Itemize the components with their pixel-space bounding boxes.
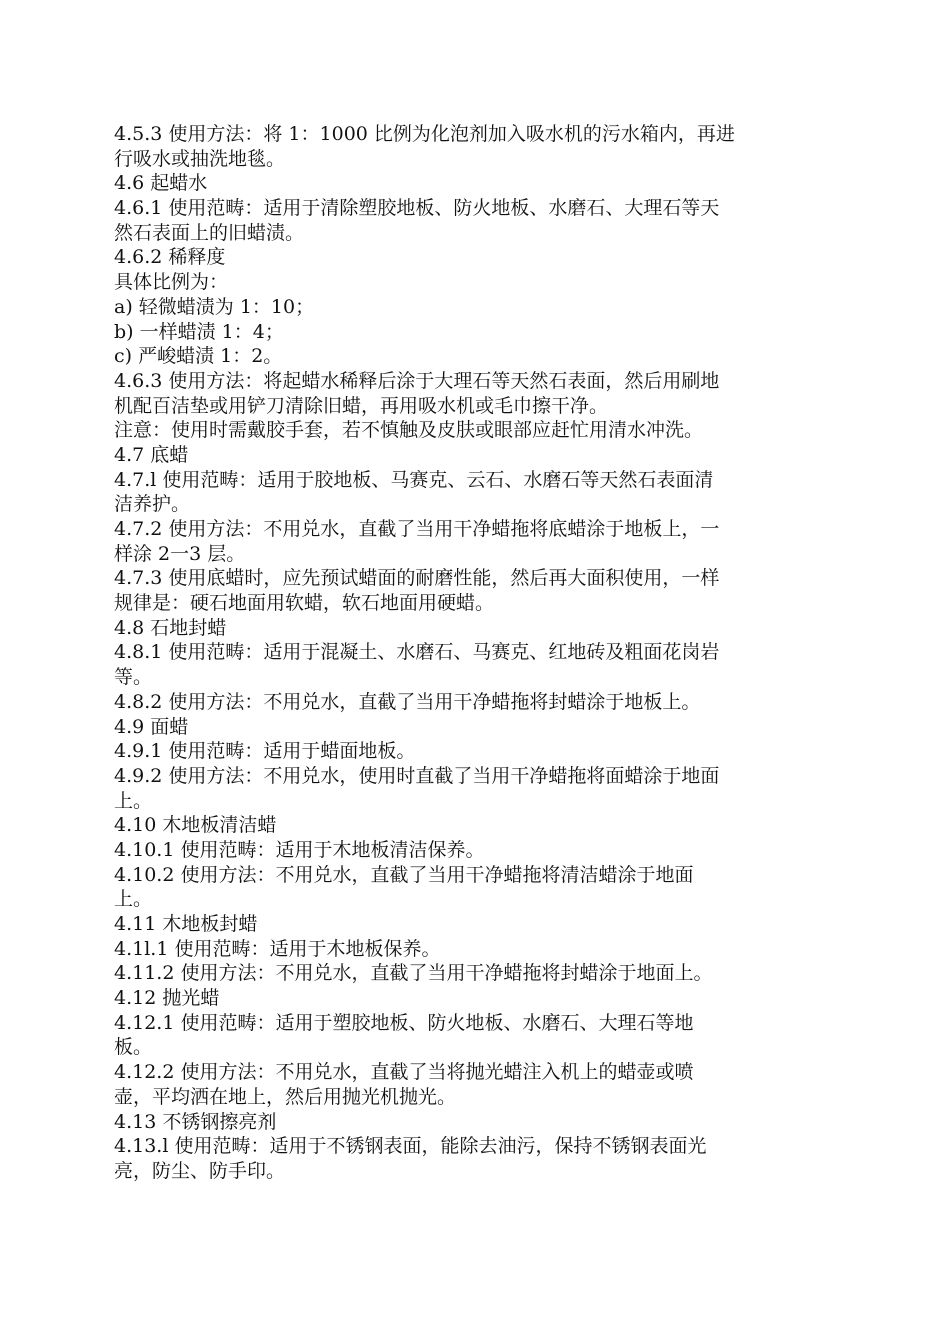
list-item: c) 严峻蜡渍 1：2。 xyxy=(114,345,283,368)
text-line: 4.10.1 使用范畴：适用于木地板清洁保养。 xyxy=(114,838,485,861)
section-heading: 4.9 面蜡 xyxy=(114,715,189,738)
text-line: 4.9.1 使用范畴：适用于蜡面地板。 xyxy=(114,740,416,763)
section-heading: 4.7 底蜡 xyxy=(114,443,189,466)
text-line: 上。 xyxy=(114,789,153,812)
text-line: 4.8.1 使用范畴：适用于混凝土、水磨石、马赛克、红地砖及粗面花岗岩 xyxy=(114,641,720,664)
text-line: 4.12.2 使用方法：不用兑水，直截了当将抛光蜡注入机上的蜡壶或喷 xyxy=(114,1061,694,1084)
text-line: 4.9.2 使用方法：不用兑水，使用时直截了当用干净蜡拖将面蜡涂于地面 xyxy=(114,764,720,787)
text-line: 等。 xyxy=(114,666,153,689)
section-heading: 4.8 石地封蜡 xyxy=(114,616,227,639)
text-line: 洁养护。 xyxy=(114,493,191,516)
text-line: 板。 xyxy=(114,1036,153,1059)
text-line: 4.1l.1 使用范畴：适用于木地板保养。 xyxy=(114,937,441,960)
text-line: 4.7.2 使用方法：不用兑水，直截了当用干净蜡拖将底蜡涂于地板上，一 xyxy=(114,518,720,540)
text-line: 规律是：硬石地面用软蜡，软石地面用硬蜡。 xyxy=(114,592,495,615)
text-line: 机配百洁垫或用铲刀清除旧蜡，再用吸水机或毛巾擦干净。 xyxy=(114,394,609,417)
document-body xyxy=(114,122,834,1184)
subsection-heading: 4.6.2 稀释度 xyxy=(114,246,226,269)
text-line: 壶，平均洒在地上，然后用抛光机抛光。 xyxy=(114,1085,457,1108)
text-line: 4.8.2 使用方法：不用兑水，直截了当用干净蜡拖将封蜡涂于地板上。 xyxy=(114,690,701,713)
section-heading: 4.10 木地板清洁蜡 xyxy=(114,814,277,837)
text-line: 4.6.1 使用范畴：适用于清除塑胶地板、防火地板、水磨石、大理石等天 xyxy=(114,197,720,220)
text-line: 4.7.3 使用底蜡时，应先预试蜡面的耐磨性能，然后再大面积使用，一样 xyxy=(114,567,720,590)
list-item: b) 一样蜡渍 1：4； xyxy=(114,320,284,343)
text-line: 4.13.l 使用范畴：适用于不锈钢表面，能除去油污，保持不锈钢表面光 xyxy=(114,1135,707,1158)
text-line: 行吸水或抽洗地毯。 xyxy=(114,147,286,170)
text-line: 4.12.1 使用范畴：适用于塑胶地板、防火地板、水磨石、大理石等地 xyxy=(114,1011,694,1034)
section-heading: 4.12 抛光蜡 xyxy=(114,987,220,1010)
text-line: 4.6.3 使用方法：将起蜡水稀释后涂于大理石等天然石表面，然后用刷地 xyxy=(114,369,720,392)
text-line: 4.7.l 使用范畴：适用于胶地板、马赛克、云石、水磨石等天然石表面清 xyxy=(114,468,714,491)
text-line: 4.10.2 使用方法：不用兑水，直截了当用干净蜡拖将清洁蜡涂于地面 xyxy=(114,863,694,886)
section-heading: 4.6 起蜡水 xyxy=(114,172,208,195)
text-line: 然石表面上的旧蜡渍。 xyxy=(114,221,305,244)
text-line: 上。 xyxy=(114,888,153,911)
section-heading: 4.13 不锈钢擦亮剂 xyxy=(114,1110,277,1133)
text-line: 具体比例为： xyxy=(114,271,229,294)
text-line: 样涂 2一3 层。 xyxy=(114,542,246,565)
section-heading: 4.11 木地板封蜡 xyxy=(114,913,258,935)
text-line: 亮，防尘、防手印。 xyxy=(114,1159,286,1182)
text-line: 4.5.3 使用方法：将 1：1000 比例为化泡剂加入吸水机的污水箱内，再进 xyxy=(114,123,735,145)
list-item: a) 轻微蜡渍为 1：10； xyxy=(114,295,315,318)
note-line: 注意：使用时需戴胶手套，若不慎触及皮肤或眼部应赶忙用清水冲洗。 xyxy=(114,419,704,442)
text-line: 4.11.2 使用方法：不用兑水，直截了当用干净蜡拖将封蜡涂于地面上。 xyxy=(114,962,713,985)
